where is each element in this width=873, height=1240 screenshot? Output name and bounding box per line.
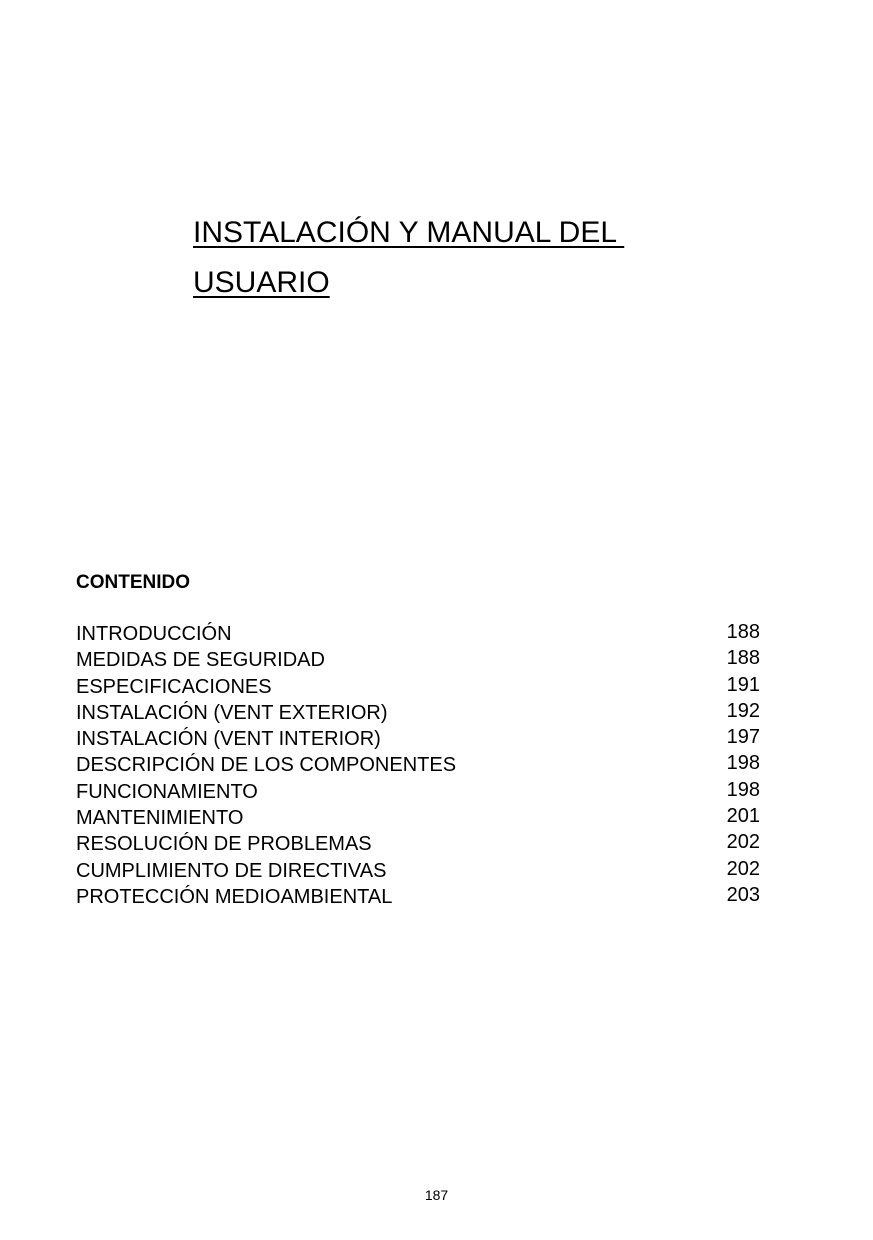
toc-entry (76, 858, 766, 884)
toc-entry (76, 700, 766, 726)
toc-entry-page: 203 (726, 883, 760, 906)
toc-entry-label: MANTENIMIENTO (76, 807, 244, 830)
toc-entry-page: 202 (726, 857, 760, 880)
toc-entry-label: INSTALACIÓN (VENT EXTERIOR) (76, 701, 388, 724)
toc-entry-label: FUNCIONAMIENTO (76, 780, 258, 803)
toc-entry-label: PROTECCIÓN MEDIOAMBIENTAL (76, 885, 393, 908)
toc-entry (76, 805, 766, 831)
toc-entry-page: 201 (726, 805, 760, 828)
toc-entry (76, 884, 766, 910)
toc-entry-label: DESCRIPCIÓN DE LOS COMPONENTES (76, 754, 457, 777)
toc-entry (76, 831, 766, 857)
toc-entry-page: 198 (726, 752, 760, 775)
table-of-contents (76, 621, 766, 910)
toc-entry-page: 197 (726, 726, 760, 749)
toc-entry-label: MEDIDAS DE SEGURIDAD (76, 649, 325, 672)
toc-entry (76, 621, 766, 647)
toc-heading: CONTENIDO (76, 572, 190, 593)
toc-entry (76, 647, 766, 673)
toc-entry-page: 202 (726, 831, 760, 854)
toc-entry-page: 188 (726, 647, 760, 670)
toc-entry-label: CUMPLIMIENTO DE DIRECTIVAS (76, 859, 387, 882)
page-number: 187 (424, 1187, 449, 1203)
toc-entry-label: RESOLUCIÓN DE PROBLEMAS (76, 833, 372, 856)
toc-entry-page: 191 (726, 673, 760, 696)
toc-entry-page: 192 (726, 699, 760, 722)
toc-entry-label: INTRODUCCIÓN (76, 623, 232, 645)
title-line-1: INSTALACIÓN Y MANUAL DEL (193, 216, 625, 249)
toc-entry-label: ESPECIFICACIONES (76, 675, 272, 698)
toc-entry-label: INSTALACIÓN (VENT INTERIOR) (76, 728, 381, 751)
document-title (193, 208, 793, 308)
toc-entry-page: 198 (726, 778, 760, 801)
toc-entry (76, 752, 766, 778)
title-line-2: USUARIO (193, 266, 330, 299)
toc-entry (76, 674, 766, 700)
toc-entry-page: 188 (726, 621, 760, 643)
toc-entry (76, 779, 766, 805)
toc-entry (76, 726, 766, 752)
